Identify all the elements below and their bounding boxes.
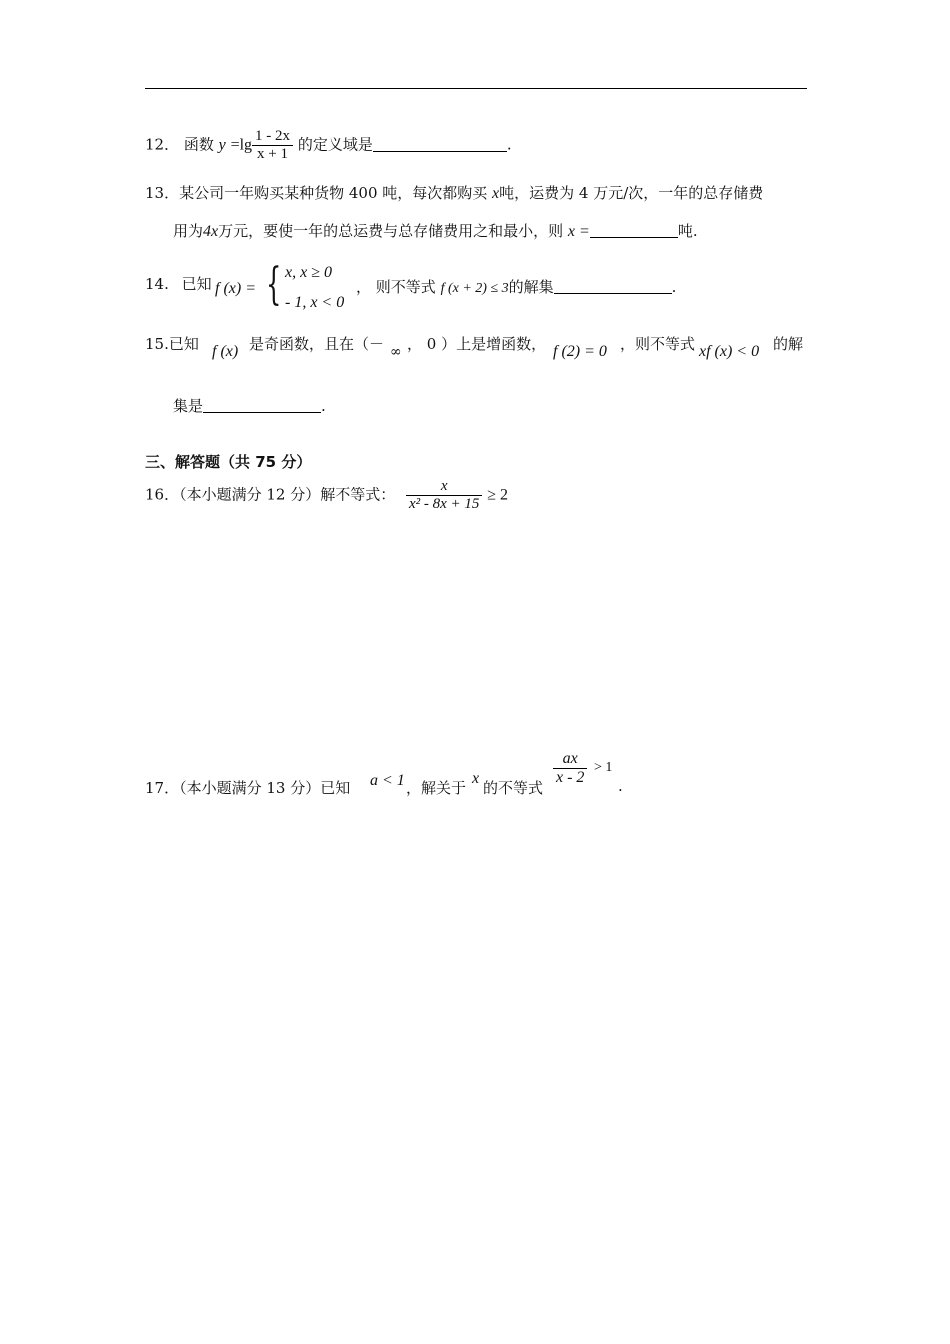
answer-blank[interactable] [203,398,321,413]
question-text: 用为 [173,222,204,240]
fraction-numerator: x [440,478,448,494]
question-number: 13． [145,184,180,202]
fraction [406,478,482,513]
piecewise-case-1: x, x ≥ 0 [285,264,332,281]
question-text: 万元，要使一年的总运费与总存储费用之和最小，则 [218,222,564,240]
period: . [671,278,677,296]
header-rule [145,88,807,89]
piecewise-brace: { [266,259,282,310]
question-text: 吨. [677,222,698,240]
fraction-numerator: ax [562,750,578,767]
question-text: 的不等式 [483,779,544,797]
math-var: y [218,136,226,154]
question-text: ， 0 ）上是增函数， [407,335,547,353]
question-text: 的定义域是 [297,135,373,154]
question-12 [145,128,512,163]
answer-blank[interactable] [373,137,507,152]
period: . [506,135,512,154]
math-op: =lg [230,136,253,154]
math-rhs: ≥ 2 [487,486,508,504]
fraction-denominator: x - 2 [553,768,587,787]
question-15-mid3 [620,333,695,354]
question-text: 集是 [173,397,204,415]
question-text: 的解 [773,335,804,353]
answer-blank[interactable] [554,279,672,294]
math-expression: f (x + 2) ≤ 3 [440,281,509,296]
math-condition: f (2) = 0 [553,343,607,360]
question-13 [145,182,763,203]
question-text: 吨，运费为 4 万元/次，一年的总存储费 [499,184,764,202]
question-14-label [145,273,212,294]
piecewise-function: f (x) = [215,280,256,297]
question-17-frac [553,750,587,787]
question-13-line2 [173,220,698,241]
math-rhs: > 1 [594,760,613,775]
question-text: 已知 [181,275,212,293]
question-text: ，解关于 [406,779,467,797]
question-15-line2 [173,395,326,416]
answer-blank[interactable] [590,223,678,238]
fraction-numerator: 1 - 2x [255,128,291,144]
question-17-end [483,777,543,798]
question-17 [145,777,350,798]
fraction [553,750,587,787]
question-text: 是奇函数，且在（－ [249,335,385,353]
period: . [618,777,623,795]
question-text: ，则不等式 [620,335,696,353]
fraction [252,128,293,163]
question-text: 已知 [168,335,199,353]
infinity-symbol: ∞ [390,344,402,360]
question-number: 14. [145,275,169,293]
question-15-end [773,333,803,354]
math-var: x [472,770,480,787]
question-15 [145,333,199,354]
question-text: （本小题满分 13 分）已知 [179,779,351,797]
math-expression: f (x) [212,343,239,360]
question-text: （本小题满分 12 分）解不等式： [179,485,396,504]
math-expression: xf (x) < 0 [699,343,760,360]
question-14-rest [356,276,676,297]
math-condition: a < 1 [370,772,405,789]
question-text: 的解集 [508,278,554,296]
fraction-denominator: x² - 8x + 15 [406,495,482,513]
period: . [321,397,326,415]
fraction-denominator: x + 1 [252,145,293,163]
question-17-mid [406,777,466,798]
section-title: 三、解答题（共 75 分） [145,453,312,471]
question-text: 函数 [183,135,214,154]
question-number: 17． [145,779,180,797]
piecewise-case-2: - 1, x < 0 [285,294,345,311]
question-16 [145,478,508,513]
question-number: 15. [145,335,169,353]
question-text: 某公司一年购买某种货物 400 吨，每次都购买 [179,184,488,202]
math-var: 4x [203,223,219,240]
question-15-mid2 [407,333,546,354]
math-var: x = [567,223,590,240]
math-var: x [492,185,500,202]
question-15-mid [249,333,384,354]
question-number: 16． [145,485,180,504]
question-number: 12． [145,135,180,154]
question-text: ， 则不等式 [356,278,436,296]
